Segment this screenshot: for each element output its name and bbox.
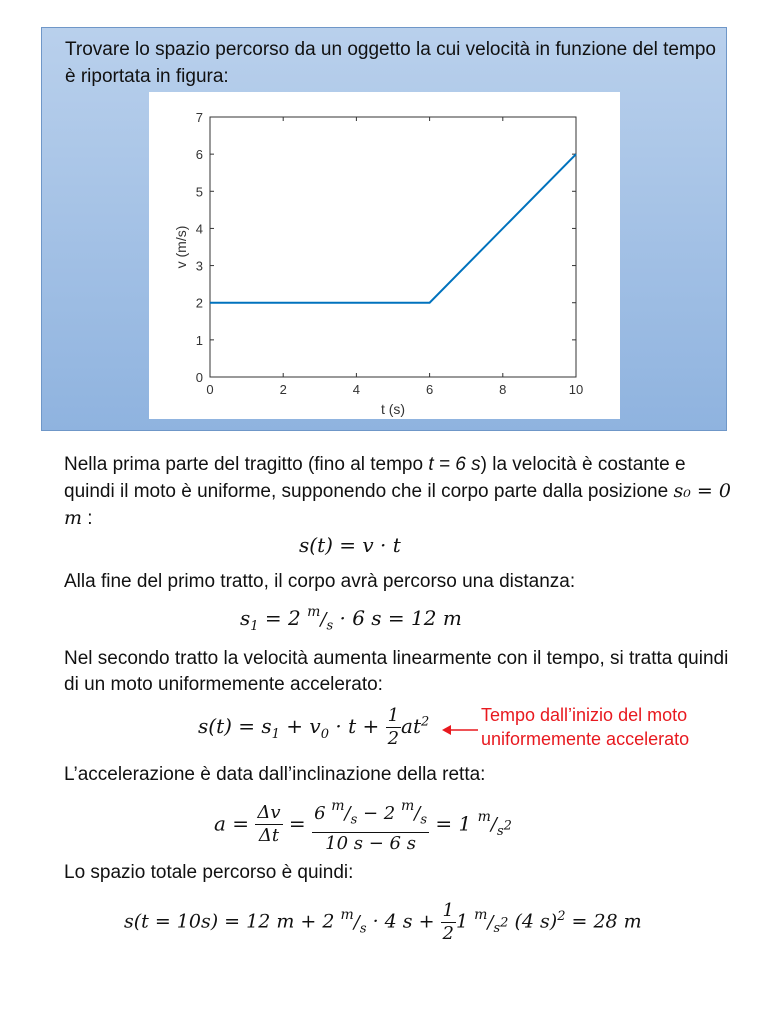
x-tick-label: 8 <box>499 382 507 397</box>
plot-frame <box>210 117 576 377</box>
series-line-0 <box>210 154 576 303</box>
paragraph-first-part <box>64 452 734 532</box>
paragraph-acceleration: L’accelerazione è data dall’inclinazione della retta: <box>64 764 486 785</box>
note-line-1: Tempo dall’inizio del moto <box>481 705 688 725</box>
x-tick-label: 2 <box>279 382 287 397</box>
y-tick-label: 6 <box>195 147 203 163</box>
p1-text-c: : <box>82 508 93 529</box>
annotation-note <box>481 703 689 751</box>
problem-box <box>41 27 727 431</box>
paragraph-first-distance: Alla fine del primo tratto, il corpo avrà percorso una distanza: <box>64 571 576 592</box>
problem-statement: Trovare lo spazio percorso da un oggetto la cui velocità in funzione del tempo è riportata in figura: <box>65 39 716 87</box>
x-tick-label: 0 <box>206 382 214 397</box>
y-axis-label: v (m/s) <box>173 225 189 269</box>
y-tick-label: 2 <box>195 295 203 311</box>
x-axis-label: t (s) <box>380 401 406 417</box>
equation-uniform-motion: s(t) = v · t <box>299 533 401 557</box>
y-tick-label: 1 <box>195 332 203 348</box>
velocity-time-chart <box>149 92 620 419</box>
equation-first-distance: $s_1 = 2$ $^m/_s \cdot 6$ s = 12 m <box>240 604 462 634</box>
x-tick-label: 10 <box>568 382 584 397</box>
y-tick-label: 3 <box>195 258 203 274</box>
p1-text-a: Nella prima parte del tragitto (fino al tempo <box>64 454 429 475</box>
paragraph-second-part: Nel secondo tratto la velocità aumenta linearmente con il tempo, si tratta quindi di un moto uniformemente accelerato: <box>64 648 729 695</box>
paragraph-total-distance: Lo spazio totale percorso è quindi: <box>64 862 354 883</box>
x-tick-label: 4 <box>352 382 361 397</box>
chart-svg <box>149 92 620 419</box>
y-tick-label: 4 <box>195 221 203 237</box>
equation-accelerated-motion: $s(t) = s_1 + v_0 \cdot t$ + $\frac{1}{2}$ $at^2$ <box>198 705 430 749</box>
p1-initial-position: s₀ = 0 m <box>64 480 731 529</box>
y-tick-label: 5 <box>195 184 203 200</box>
y-tick-label: 7 <box>195 110 203 125</box>
note-line-2: uniformemente accelerato <box>481 729 690 749</box>
equation-acceleration: a = $\frac{\Delta v}{\Delta t}$ = $\frac{6 ^m/_s - 2 ^m/_s}{10 s - 6 s}$ = 1 $^m/_{s^2}$ <box>214 795 512 855</box>
p1-time: t = 6 s <box>428 454 481 475</box>
p1-text-b: ) la velocità è costante e quindi il moto è uniforme, supponendo che il corpo parte dalla posizione <box>64 454 686 502</box>
equation-total-distance: s(t = 10s) = 12 m + 2 $^m/_s \cdot 4$ s + $\frac{1}{2}$ 1 $^m/_{s^2}$ (4 s)$^2$ = 28 m <box>124 900 642 944</box>
note-arrow-icon <box>440 720 480 736</box>
y-tick-label: 0 <box>195 370 203 385</box>
x-tick-label: 6 <box>425 382 434 397</box>
